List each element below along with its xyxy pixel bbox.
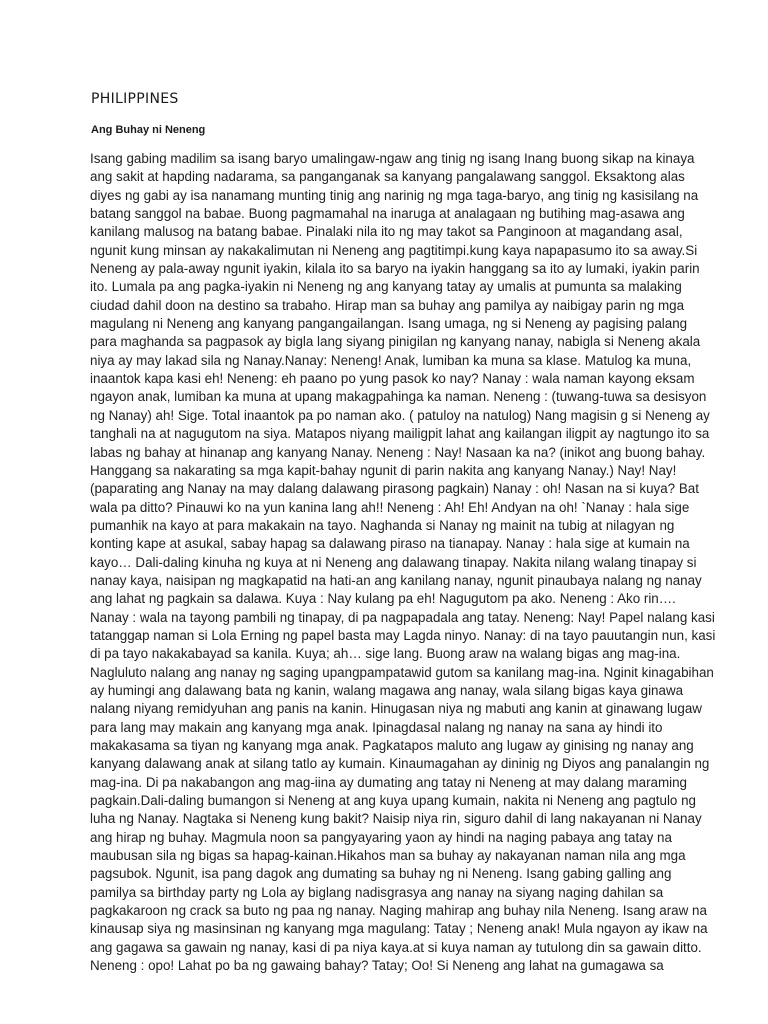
story-line: ngunit kung minsan ay nakakalimutan ni Neneng ang pagtitimpi.kung kaya napapasumo ito sa away.Si [90,242,698,258]
story-line: kayo… Dali-daling kinuha ng kuya at ni Neneng ang dalawang tinapay. Nakita nilang walang tinapay si [90,554,697,570]
story-line: luha ng Nanay. Nagtaka si Neneng kung bakit? Naisip niya rin, siguro dahil di lang nakayanan ni Nanay [90,811,702,827]
story-line: wala pa ditto? Pinauwi ko na yun kanina lang ah!! Neneng : Ah! Eh! Andyan na oh! `Nanay : hala sige [90,499,690,515]
story-line: para lang may makain ang kanyang mga anak. Ipinagdasal nalang ng nanay na sana ay hindi ito [90,719,663,735]
story-line: magulang ni Neneng ang kanyang pangangailangan. Isang umaga, ng si Neneng ay pagising palang [90,316,688,332]
story-line: ay humingi ang dalawang bata ng kanin, walang magawa ang nanay, wala silang bigas kaya ginawa [90,682,684,698]
story-line: konting kape at asukal, sabay hapag sa dalawang piraso na tianapay. Nanay : hala sige at kumain na [90,536,690,552]
story-line: para maghanda sa pagpasok ay bigla lang siyang pinigilan ng kanyang nanay, nabigla si Neneng akala [90,334,701,350]
story-line: inaantok kapa kasi eh! Neneng: eh paano po yung pasok ko nay? Nanay : wala naman kayong eksam [90,371,695,387]
story-line: Neneng ay pala-away ngunit iyakin, kilala ito sa baryo na iyakin hanggang sa ito ay lumaki, iyakin parin [90,261,700,277]
story-line: pagkakaroon ng crack sa buto ng paa ng nanay. Naging mahirap ang buhay nila Neneng. Isang araw na [90,903,707,919]
story-line: nalang niyang remidyuhan ang panis na kanin. Hinugasan niya ng mabuti ang kanin at ginawang lugaw [90,701,702,717]
story-line: ang gagawa sa gawain ng nanay, kasi di pa niya kaya.at si kuya naman ay tutulong din sa gawain ditto. [90,939,702,955]
story-line: ito. Lumala pa ang pagka-iyakin ni Neneng ng ang kanyang tatay ay umalis at pumunta sa malaking [90,279,682,295]
story-line: ang lahat ng pagkain sa dalawa. Kuya : Nay kulang pa eh! Nagugutom pa ako. Neneng : Ako rin…. [90,591,676,607]
story-line: makakasama sa tiyan ng kanyang mga anak. Pagkatapos maluto ang lugaw ay ginising ng nanay ang [90,738,694,753]
story-line: nanay kaya, naisipan ng magkapatid na hati-an ang kanilang nanay, ngunit pinaubaya nalang ng nanay [90,572,702,588]
story-line: ang sakit at hapding nadarama, sa panganganak sa kanyang pangalawang sanggol. Eksaktong alas [90,169,685,185]
story-line: pagkain.Dali-daling bumangon si Neneng at ang kuya upang kumain, nakita ni Neneng ang pagtulo ng [90,793,696,809]
story-line: pagsubok. Ngunit, isa pang dagok ang dumating sa buhay ng ni Neneng. Isang gabing galling ang [90,866,672,882]
story-line: (paparating ang Nanay na may dalang dalawang pirasong pagkain) Nanay : oh! Nasan na si kuya? Bat [90,481,699,497]
story-line: ciudad dahil doon na destino sa trabaho. Hirap man sa buhay ang pamilya ay naibigay parin ng mga [90,297,685,313]
story-line: Isang gabing madilim sa isang baryo umalingaw-ngaw ang tinig ng isang Inang buong sikap na kinaya [90,151,695,166]
story-line: diyes ng gabi ay isa nanamang munting tinig ang narinig ng mga taga-baryo, ang tinig ng kasisilang na [90,187,699,203]
story-line: mag-ina. Di pa nakabangon ang mag-iina ay dumating ang tatay ni Neneng at may dalang maraming [90,774,687,790]
story-line: ngayon anak, lumiban ka muna at upang makagpahinga ka naman. Neneng : (tuwang-tuwa sa desisyon [90,389,707,405]
story-line: batang sanggol na babae. Buong pagmamahal na inaruga at analagaan ng butihing mag-asawa ang [90,206,685,222]
story-body [90,150,716,975]
story-line: Nagluluto nalang ang nanay ng saging upangpampatawid gutom sa kanilang mag-ina. Nginit kinagabihan [90,664,714,680]
story-line: tanghali na at nagugutom na siya. Matapos niyang mailigpit lahat ang kailangan iligpit ay nagtungo ito sa [90,426,710,442]
story-line: niya ay may lakad sila ng Nanay.Nanay: Neneng! Anak, lumiban ka muna sa klase. Matulog ka muna, [90,352,692,368]
story-line: di pa tayo nakakabayad sa kanila. Kuya; ah… sige lang. Buong araw na walang bigas ang mag-ina. [90,646,681,662]
story-title: Ang Buhay ni Neneng [91,124,206,136]
story-line: pumanhik na kayo at para makakain na tayo. Naghanda si Nanay ng mainit na tubig at nilagyan ng [90,517,675,533]
story-line: maubusan sila ng bigas sa hapag-kainan.Hikahos man sa buhay ay nakayanan naman nila ang mga [90,848,686,864]
story-line: Nanay : wala na tayong pambili ng tinapay, di pa nagpapadala ang tatay. Neneng: Nay! Papel nalang kasi [90,609,715,625]
story-line: Hanggang sa nakarating sa mga kapit-bahay ngunit di parin nakita ang kanyang Nanay.) Nay! Nay! [90,462,677,478]
story-line: kanilang malusog na batang babae. Pinalaki nila ito ng may takot sa Panginoon at magandang asal, [90,224,683,240]
story-line: Neneng : opo! Lahat po ba ng gawaing bahay? Tatay; Oo! Si Neneng ang lahat na gumagawa sa [90,958,664,974]
story-line: pamilya sa birthday party ng Lola ay biglang nadisgrasya ang nanay na siyang naging dahilan sa [90,884,664,900]
story-line: kinausap siya ng masinsinan ng kanyang mga magulang: Tatay ; Neneng anak! Mula ngayon ay ikaw na [90,921,708,937]
story-line: kanyang dalawang anak at silang tatlo ay kumain. Kinaumagahan ay dininig ng Diyos ang panalangin ng [90,756,710,772]
story-line: ng Nanay) ah! Sige. Total inaantok pa po naman ako. ( patuloy na natulog) Nang magisin g si Neneng ay [90,407,710,423]
story-line: tatanggap naman si Lola Erning ng papel basta may Lagda ninyo. Nanay: di na tayo pauutangin nun, kasi [90,627,716,643]
story-line: ang hirap ng buhay. Magmula noon sa pangyayaring yaon ay hindi na naging pabaya ang tatay na [90,829,672,845]
story-line: labas ng bahay at hinanap ang kanyang Nanay. Neneng : Nay! Nasaan ka na? (inikot ang buong bahay. [90,444,706,460]
document-heading: PHILIPPINES [91,91,179,107]
